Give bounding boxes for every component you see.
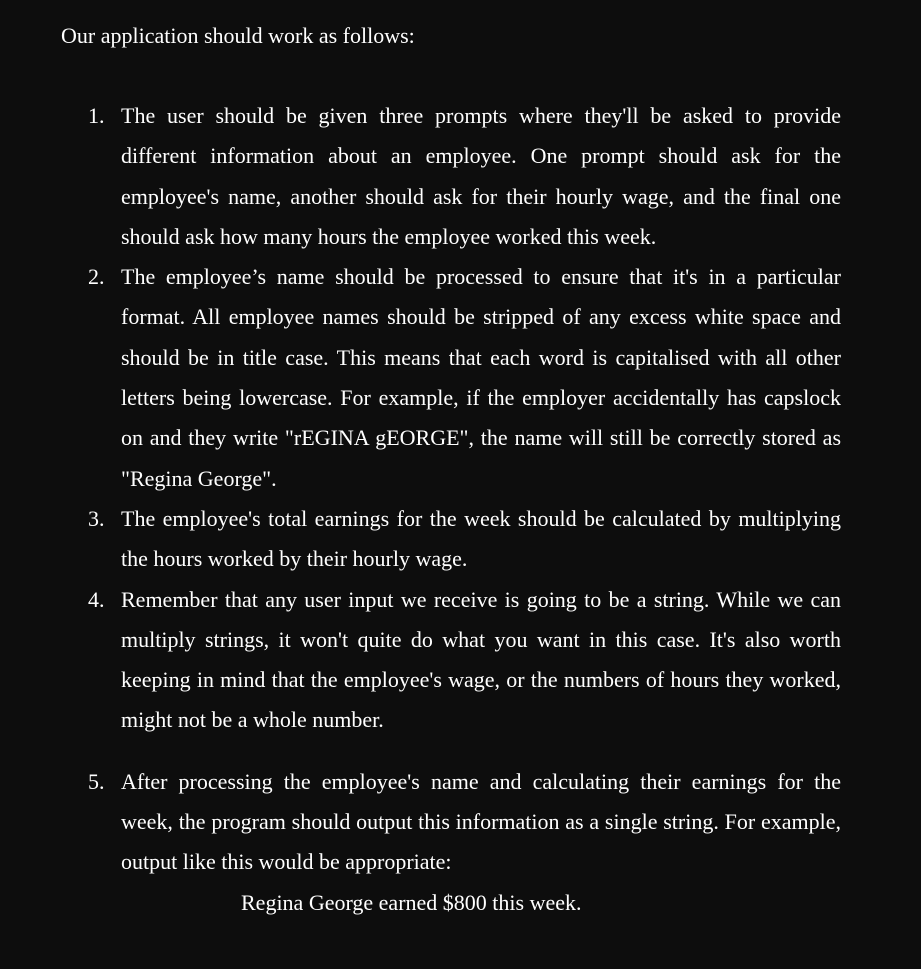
requirement-text: The user should be given three prompts where they'll be asked to provide different information about an employee. One prompt should ask for the employee's name, another should ask for their hourly wage, and the final one should ask how many hours the employee worked this week. <box>121 103 841 249</box>
requirement-text: Remember that any user input we receive is going to be a string. While we can multiply strings, it won't quite do what you want in this case. It's also worth keeping in mind that the employee's wage, or the numbers of hours they worked, might not be a whole number. <box>121 586 841 733</box>
requirement-number: 3. <box>88 505 105 531</box>
intro-text: Our application should work as follows: <box>61 23 415 48</box>
requirement-number: 4. <box>88 586 105 612</box>
requirement-item <box>88 580 841 741</box>
requirement-item <box>88 96 841 257</box>
requirement-number: 5. <box>88 768 105 794</box>
requirement-number: 2. <box>88 264 105 290</box>
requirement-item <box>88 257 841 499</box>
requirement-text: The employee's total earnings for the week should be calculated by multiplying the hours worked by their hourly wage. <box>121 505 841 572</box>
requirement-text: The employee’s name should be processed to ensure that it's in a particular format. All employee names should be stripped of any excess white space and should be in title case. This means that each word is capitalised with all other letters being lowercase. For example, if the employer accidentally has capslock on and they write "rEGINA gEORGE", the name will still be correctly stored as "Regina George". <box>121 264 841 491</box>
requirements-list <box>88 96 841 923</box>
requirement-number: 1. <box>88 103 105 128</box>
example-output: Regina George earned $800 this week. <box>241 889 582 915</box>
requirement-body <box>121 762 841 923</box>
requirement-text: After processing the employee's name and calculating their earnings for the week, the program should output this information as a single string. For example, output like this would be appropriate: <box>121 768 841 875</box>
requirement-item <box>88 499 841 580</box>
requirement-item <box>88 762 841 923</box>
